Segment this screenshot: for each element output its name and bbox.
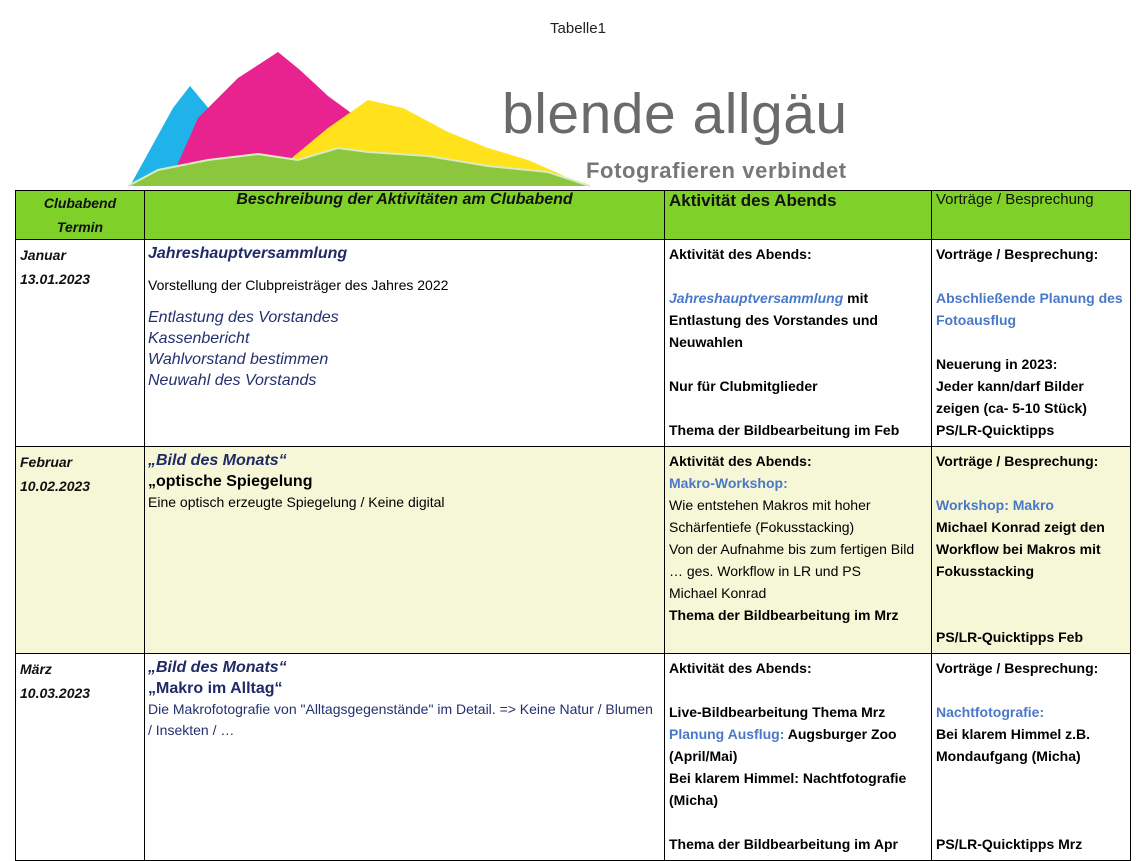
header-description: Beschreibung der Aktivitäten am Clubabend bbox=[145, 191, 665, 240]
table-row bbox=[16, 240, 1131, 447]
activity-cell bbox=[665, 240, 932, 447]
description-item: Kassenbericht bbox=[148, 330, 250, 347]
description-text: Eine optisch erzeugte Spiegelung / Keine digital bbox=[148, 494, 445, 510]
termin-date: 10.02.2023 bbox=[20, 478, 91, 494]
header-termin-line1: Clubabend bbox=[43, 195, 117, 211]
table-header-row bbox=[16, 191, 1131, 240]
header-activity: Aktivität des Abends bbox=[665, 191, 932, 240]
activity-line: Entlastung des Vorstandes und bbox=[669, 312, 878, 328]
talks-text: Bei klarem Himmel z.B. Mondaufgang (Micha) bbox=[936, 726, 1091, 764]
activity-text: Wie entstehen Makros mit hoher Schärfentiefe (Fokusstacking) bbox=[669, 497, 871, 535]
talks-cell bbox=[932, 240, 1131, 447]
table-row bbox=[16, 447, 1131, 654]
activity-theme: Thema der Bildbearbeitung im Feb bbox=[669, 422, 900, 438]
description-intro: Vorstellung der Clubpreisträger des Jahres 2022 bbox=[148, 277, 449, 293]
activity-plan-label: Planung Ausflug: bbox=[669, 726, 785, 742]
termin-month: Januar bbox=[20, 247, 66, 263]
activity-highlight-suffix: mit bbox=[843, 290, 869, 306]
talks-highlight: Nachtfotografie: bbox=[936, 704, 1045, 720]
termin-cell bbox=[16, 240, 145, 447]
activity-cell bbox=[665, 654, 932, 861]
activity-theme: Thema der Bildbearbeitung im Mrz bbox=[669, 607, 899, 623]
description-title: „Bild des Monats“ bbox=[148, 659, 287, 676]
termin-date: 13.01.2023 bbox=[20, 271, 91, 287]
talks-tips: PS/LR-Quicktipps Mrz bbox=[936, 836, 1083, 852]
sheet-title: Tabelle1 bbox=[550, 20, 606, 37]
activity-label: Aktivität des Abends: bbox=[669, 453, 812, 469]
activity-live: Live-Bildbearbeitung Thema Mrz bbox=[669, 704, 886, 720]
talks-label: Vorträge / Besprechung: bbox=[936, 246, 1099, 262]
description-item: Entlastung des Vorstandes bbox=[148, 309, 339, 326]
club-schedule-table bbox=[15, 190, 1131, 861]
description-item: Neuwahl des Vorstands bbox=[148, 372, 317, 389]
termin-month: Februar bbox=[20, 454, 73, 470]
description-title: Jahreshauptversammlung bbox=[148, 245, 348, 262]
activity-members: Nur für Clubmitglieder bbox=[669, 378, 818, 394]
header-termin-line2: Termin bbox=[56, 219, 104, 235]
talks-text: Michael Konrad zeigt den Workflow bei Makros mit Fokusstacking bbox=[936, 519, 1105, 579]
activity-cell bbox=[665, 447, 932, 654]
activity-text: Michael Konrad bbox=[669, 585, 767, 601]
talks-label: Vorträge / Besprechung: bbox=[936, 660, 1099, 676]
talks-highlight: Abschließende Planung des Fotoausflug bbox=[936, 290, 1123, 328]
talks-new-title: Neuerung in 2023: bbox=[936, 356, 1058, 372]
termin-cell bbox=[16, 447, 145, 654]
termin-month: März bbox=[20, 661, 52, 677]
description-cell bbox=[145, 654, 665, 861]
talks-cell bbox=[932, 447, 1131, 654]
activity-text: Von der Aufnahme bis zum fertigen Bild … ges. Workflow in LR und PS bbox=[669, 541, 915, 579]
header-termin bbox=[16, 191, 145, 240]
description-cell bbox=[145, 447, 665, 654]
description-title: „Bild des Monats“ bbox=[148, 452, 287, 469]
activity-label: Aktivität des Abends: bbox=[669, 246, 812, 262]
termin-cell bbox=[16, 654, 145, 861]
brand-tagline: Fotografieren verbindet bbox=[586, 158, 847, 183]
header-talks: Vorträge / Besprechung bbox=[932, 191, 1131, 240]
talks-new-text: Jeder kann/darf Bilder zeigen (ca- 5-10 Stück) bbox=[936, 378, 1087, 416]
activity-highlight: Jahreshauptversammlung bbox=[669, 290, 844, 306]
club-logo bbox=[128, 48, 878, 188]
activity-plan-text: Augsburger Zoo (April/Mai) bbox=[669, 726, 897, 764]
activity-label: Aktivität des Abends: bbox=[669, 660, 812, 676]
talks-label: Vorträge / Besprechung: bbox=[936, 453, 1099, 469]
activity-theme: Thema der Bildbearbeitung im Apr bbox=[669, 836, 898, 852]
description-text: Die Makrofotografie von "Alltagsgegenstände" im Detail. => Keine Natur / Blumen / Insekten / … bbox=[148, 701, 653, 738]
talks-tips: PS/LR-Quicktipps bbox=[936, 422, 1055, 438]
description-item: Wahlvorstand bestimmen bbox=[148, 351, 329, 368]
description-subtitle: „Makro im Alltag“ bbox=[148, 680, 283, 697]
termin-date: 10.03.2023 bbox=[20, 685, 91, 701]
brand-name: blende allgäu bbox=[502, 82, 848, 146]
talks-cell bbox=[932, 654, 1131, 861]
description-subtitle: „optische Spiegelung bbox=[148, 473, 313, 490]
talks-tips: PS/LR-Quicktipps Feb bbox=[936, 629, 1084, 645]
description-cell bbox=[145, 240, 665, 447]
activity-night: Bei klarem Himmel: Nachtfotografie (Micha) bbox=[669, 770, 907, 808]
activity-highlight: Makro-Workshop: bbox=[669, 475, 788, 491]
table-row bbox=[16, 654, 1131, 861]
talks-highlight: Workshop: Makro bbox=[936, 497, 1054, 513]
activity-line: Neuwahlen bbox=[669, 334, 743, 350]
